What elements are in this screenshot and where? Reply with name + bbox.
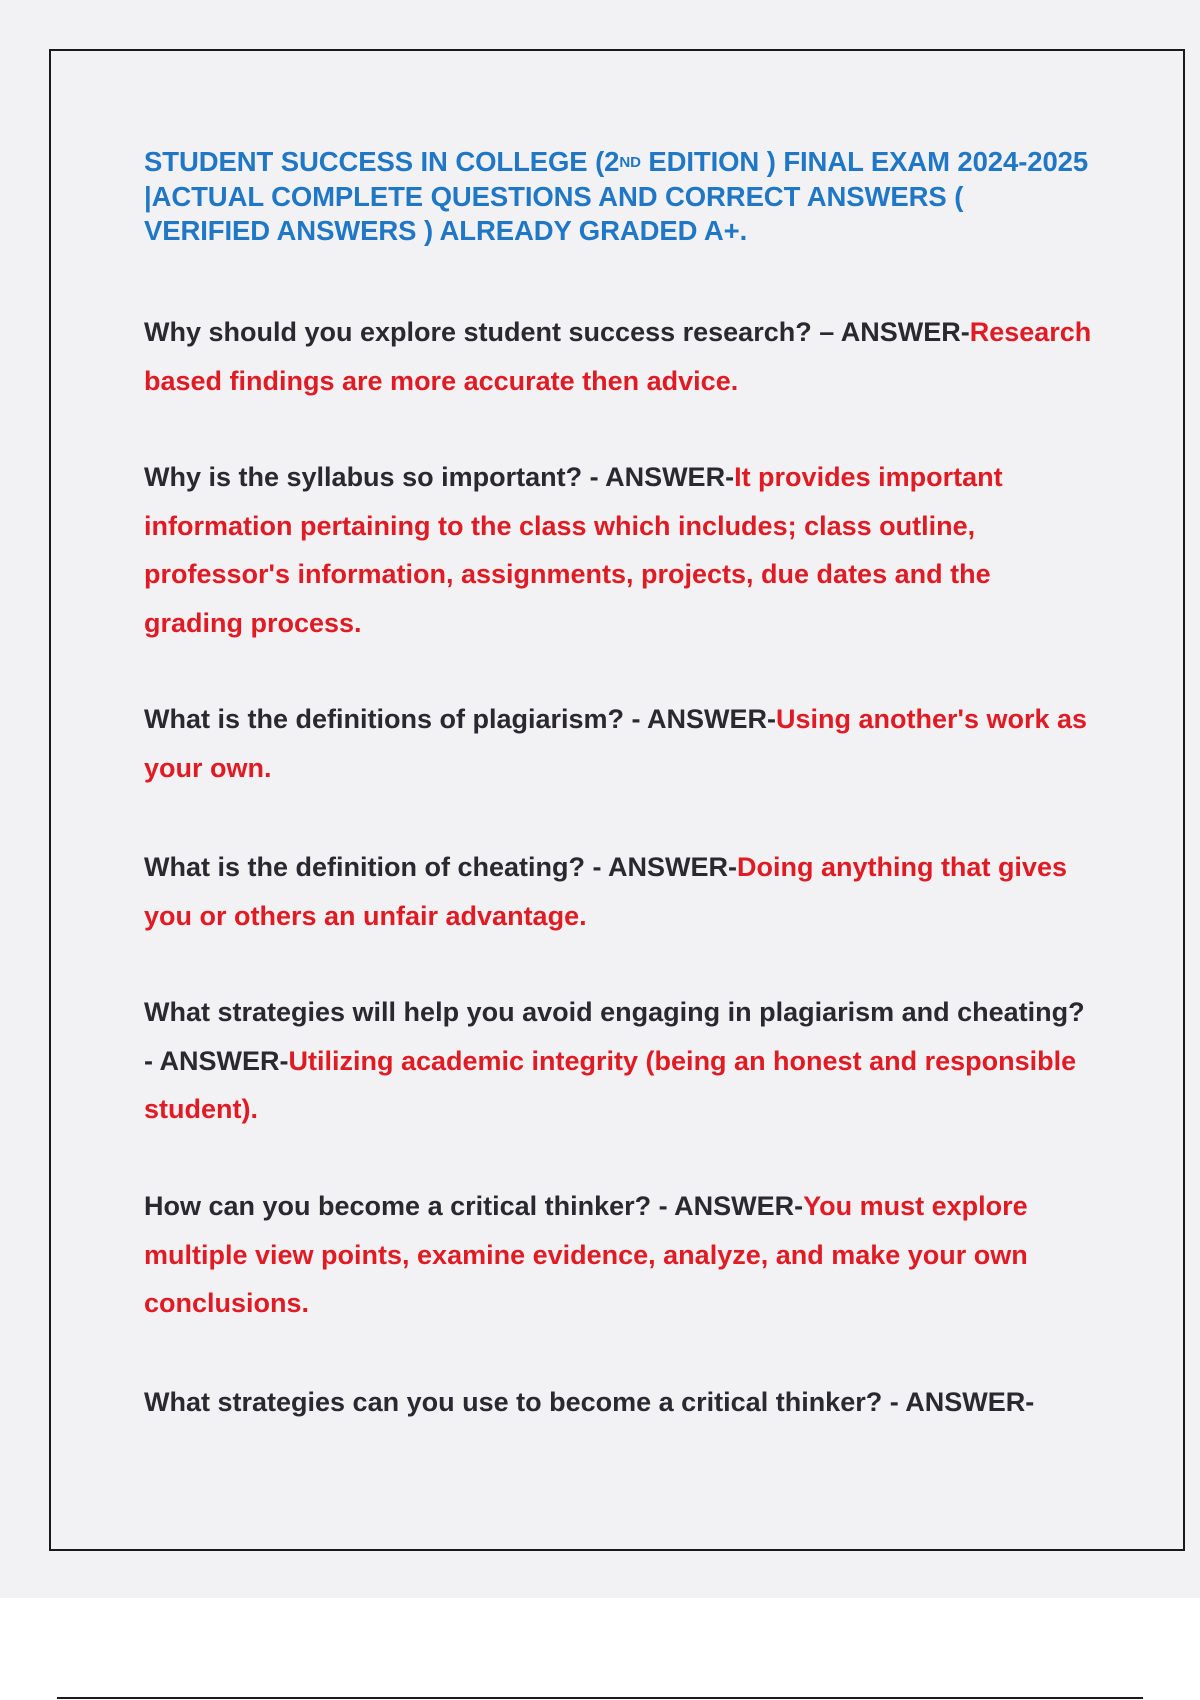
title-part-2: EDITION ) FINAL EXAM 2024-2025 |ACTUAL COMPLETE QUESTIONS AND CORRECT ANSWERS ( VERIFIED ANSWERS ) ALREADY GRADED A+. [144, 146, 1089, 246]
answer-separator: – ANSWER- [811, 317, 970, 347]
answer-separator: - ANSWER- [144, 1045, 289, 1076]
answer-separator: - ANSWER- [584, 852, 737, 882]
qa-item [144, 1378, 1094, 1427]
title-superscript: ND [619, 154, 641, 171]
question-text: Why is the syllabus so important? [144, 462, 583, 492]
answer-separator: - ANSWER- [624, 704, 777, 734]
footer-divider [57, 1697, 1143, 1699]
question-text: What is the definition of cheating? [144, 852, 585, 882]
qa-item [144, 843, 1094, 940]
document-title [144, 145, 1094, 249]
answer-text: Utilizing academic integrity (being an honest and responsible student). [144, 1045, 1077, 1124]
answer-text: Research based findings are more accurate then advice. [144, 317, 1092, 396]
qa-item [144, 1182, 1094, 1328]
answer-text: Doing anything that gives you or others an unfair advantage. [144, 852, 1067, 931]
question-text: What is the definitions of plagiarism? [144, 704, 625, 734]
question-text: How can you become a critical thinker? [144, 1191, 652, 1221]
question-text: Why should you explore student success research? [144, 317, 812, 347]
qa-item [144, 308, 1094, 405]
question-text: What strategies can you use to become a critical thinker? [144, 1387, 883, 1417]
qa-item [144, 988, 1094, 1134]
answer-separator: - ANSWER- [882, 1387, 1035, 1417]
qa-item [144, 453, 1094, 647]
title-part-1: STUDENT SUCCESS IN COLLEGE (2 [144, 146, 620, 177]
answer-text: You must explore multiple view points, examine evidence, analyze, and make your own conclusions. [144, 1191, 1028, 1318]
answer-text: It provides important information pertaining to the class which includes; class outline, professor's information, assignments, projects, due dates and the grading process. [144, 462, 1003, 638]
answer-text: Using another's work as your own. [144, 704, 1088, 783]
question-text: What strategies will help you avoid engaging in plagiarism and cheating? [144, 997, 1085, 1027]
answer-separator: - ANSWER- [651, 1191, 804, 1221]
answer-separator: - ANSWER- [582, 462, 735, 492]
qa-item [144, 695, 1094, 792]
